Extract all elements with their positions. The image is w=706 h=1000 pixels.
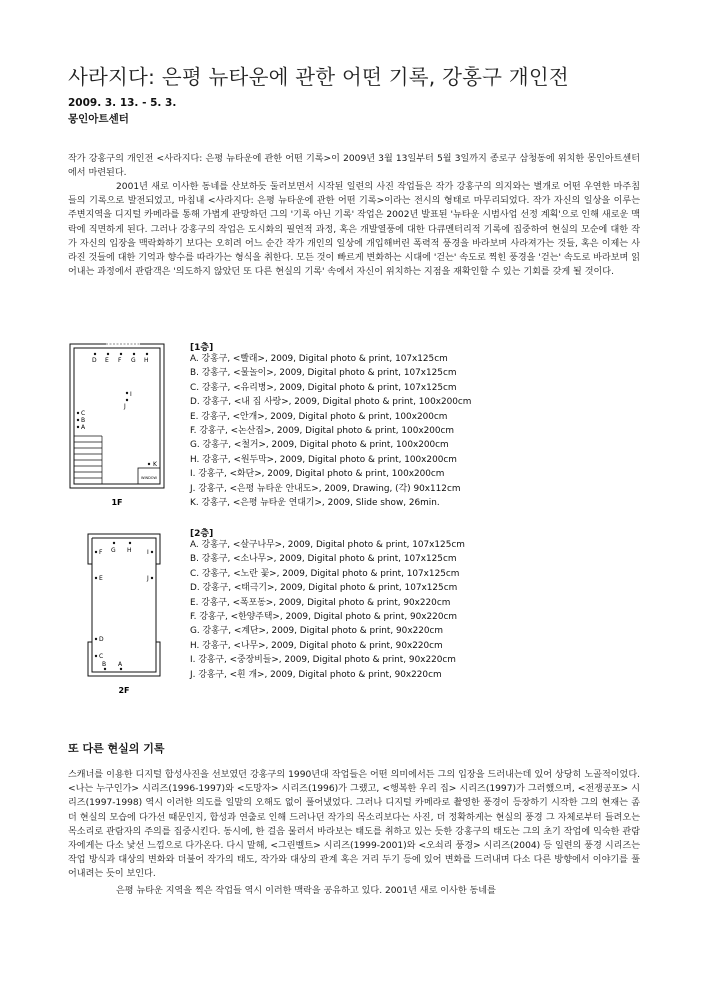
floor-plan-2f-inner-wall [92,538,156,672]
page-title: 사라지다: 은평 뉴타운에 관한 어떤 기록, 강홍구 개인전 [68,65,569,89]
svg-text:B: B [81,417,86,424]
floor-plan-2f-marker-labels [99,547,149,668]
list-item: D. 강홍구, <내 집 사랑>, 2009, Digital photo & print, 100x200cm [190,397,472,408]
list-item: F. 강홍구, <논산집>, 2009, Digital photo & print, 100x200cm [190,425,455,436]
body-paragraph: 2001년 새로 이사한 동네를 산보하듯 둘러보면서 시작된 일련의 사진 작업들은 작가 강홍구의 의지와는 별개로 어떤 우연한 마주침들의 기록으로 발전되었고, 마침내 <사라지다: 은평 뉴타운에 관한 어떤 기록>이라는 전시의 형태로 마무리되었다. 작가 자신의 일상을 이루는 주변지역을 디지털 카메라를 통해 가볍게 관망하던 그의 '기록 아닌 기록' 작업은 2002년 발표된 '뉴타운 시범사업 선정 계획'으로 인해 새로운 맥락에 직면하게 된다. 그러나 강홍구의 작업은 도시화의 필연적 과정, 혹은 개발열풍에 대한 다큐멘터리적 기록에 집중하여 현실의 모순에 대한 작가 자신의 입장을 맥락화하기 보다는 오히려 어느 순간 작가 개인의 일상에 개입해버린 폭력적 풍경을 바라보며 사라져가는 것들, 혹은 이제는 사라진 것들에 대한 기억과 향수를 따라가는 형식을 취한다. 모든 것이 빠르게 변화하는 시대에 '걷는' 속도로 찍힌 풍경을 '걷는' 속도로 바라보며 읽어내는 과정에서 관람객은 '의도하지 않았던 또 다른 현실의 기록' 속에서 자신이 위치하는 지점을 재확인할 수 있는 기회를 갖게 될 것이다. [68,182,640,278]
floor-plan-1f-label: 1F [111,498,123,507]
svg-text:D: D [99,636,104,643]
list-item: J. 강홍구, <은평 뉴타운 안내도>, 2009, Drawing, (각) 90x112cm [190,483,461,494]
list-item: C. 강홍구, <노란 꽃>, 2009, Digital photo & print, 107x125cm [190,568,460,579]
svg-text:A: A [81,424,86,431]
list-item: A. 강홍구, <빨래>, 2009, Digital photo & print, 107x125cm [190,354,448,364]
svg-text:G: G [131,357,136,364]
list-item: A. 강홍구, <살구나무>, 2009, Digital photo & print, 107x125cm [190,540,465,550]
svg-text:C: C [81,410,86,417]
floor-plan-2f-label: 2F [118,686,130,695]
svg-text:I: I [147,549,149,556]
section-paragraph: 스캐너를 이용한 디지털 합성사진을 선보였던 강홍구의 1990년대 작업들은 어떤 의미에서든 그의 입장을 드러내는데 있어 상당히 노골적이었다. <나는 누구인가> 시리즈(1996-1997)와 <도망자> 시리즈(1996)가 그랬고, <행복한 우리 집> 시리즈(1997)가 그러했으며, <전쟁공포> 시리즈(1997-1998) 역시 이러한 의도를 일말의 오해도 없이 풀어냈었다. 그러나 디지털 카메라로 촬영한 풍경이 등장하기 시작한 그의 현재는 좀 더 현실의 모습에 다가선 때문인지, 합성과 연출로 인해 드러나던 작가의 목소리보다는 사진, 더 정확하게는 현실의 풍경 그 자체로부터 들려오는 목소리로 관람자의 주의를 집중시킨다. 동시에, 한 걸음 물러서 바라보는 태도를 취하고 있는 듯한 강홍구의 태도는 그의 초기 작업에 익숙한 관람자에게는 다소 낯선 느낌으로 다가온다. 다시 말해, <그린벨트> 시리즈(1999-2001)와 <오쇠리 풍경> 시리즈(2004) 등 일련의 풍경 시리즈는 작업 방식과 대상의 변화와 더불어 작가의 태도, 작가와 대상의 관계 혹은 거리 두기 등에 있어 변화를 드러내며 다소 다른 방향에서 이야기를 풀어내려는 듯이 보인다. [68,770,640,880]
svg-text:F: F [118,357,122,364]
list-item: G. 강홍구, <철거>, 2009, Digital photo & print, 100x200cm [190,440,449,451]
list-item: D. 강홍구, <태극기>, 2009, Digital photo & print, 107x125cm [190,583,458,594]
floor2-works-list [190,538,465,682]
svg-text:C: C [99,653,104,660]
list-item: B. 강홍구, <소나무>, 2009, Digital photo & print, 107x125cm [190,554,457,565]
floor-plan-1f-inner-wall [74,348,160,484]
svg-text:F: F [99,549,103,556]
floor-plan-2f [76,528,172,698]
svg-text:J: J [147,575,149,582]
floor-plan-2f-markers [95,542,153,670]
svg-text:D: D [92,357,97,364]
intro-paragraph: 작가 강홍구의 개인전 <사라지다: 은평 뉴타운에 관한 어떤 기록>이 2009년 3월 13일부터 5월 3일까지 종로구 삼청동에 위치한 몽인아트센터에서 마련된다. [68,154,640,179]
svg-text:I: I [130,391,132,398]
svg-text:B: B [102,661,107,668]
floor-plan-1f-marker-labels [81,357,158,468]
svg-text:K: K [153,461,157,468]
list-item: I. 강홍구, <화단>, 2009, Digital photo & print, 100x200cm [190,469,445,480]
list-item: K. 강홍구, <은평 뉴타운 연대기>, 2009, Slide show, 26min. [190,497,440,508]
list-item: C. 강홍구, <유리병>, 2009, Digital photo & print, 107x125cm [190,382,457,393]
section-heading: 또 다른 현실의 기록 [68,742,165,755]
list-item: G. 강홍구, <계단>, 2009, Digital photo & print, 90x220cm [190,626,444,637]
last-paragraph: 은평 뉴타운 지역을 찍은 작업들 역시 이러한 맥락을 공유하고 있다. 2001년 새로 이사한 동네를 [116,886,496,896]
svg-text:J: J [124,403,126,410]
list-item: E. 강홍구, <폭포동>, 2009, Digital photo & print, 90x220cm [190,597,451,608]
svg-text:A: A [118,661,123,668]
floor-plan-1f-window-gap [106,342,140,345]
svg-text:H: H [127,547,132,554]
floor2-heading: [2층] [190,529,214,539]
list-item: F. 강홍구, <한양주택>, 2009, Digital photo & print, 90x220cm [190,611,457,622]
svg-text:H: H [144,357,149,364]
list-item: B. 강홍구, <물놀이>, 2009, Digital photo & print, 107x125cm [190,368,457,379]
list-item: E. 강홍구, <안개>, 2009, Digital photo & print, 100x200cm [190,411,448,422]
floor1-heading: [1층] [190,343,214,353]
list-item: J. 강홍구, <흰 개>, 2009, Digital photo & print, 90x220cm [190,669,442,680]
floor-plan-1f-stairs [74,436,102,484]
floor1-works-list [190,352,471,510]
svg-text:E: E [99,575,103,582]
exhibition-date: 2009. 3. 13. - 5. 3. [68,97,177,109]
svg-text:G: G [111,547,116,554]
list-item: H. 강홍구, <나무>, 2009, Digital photo & print, 90x220cm [190,640,443,651]
floor-plan-1f [68,340,168,510]
list-item: H. 강홍구, <원두막>, 2009, Digital photo & print, 100x200cm [190,454,457,465]
svg-text:E: E [105,357,109,364]
list-item: I. 강홍구, <중장비들>, 2009, Digital photo & print, 90x220cm [190,655,456,666]
exhibition-venue: 몽인아트센터 [68,113,129,125]
floor-plan-1f-window-label: WINDOW [140,476,158,480]
